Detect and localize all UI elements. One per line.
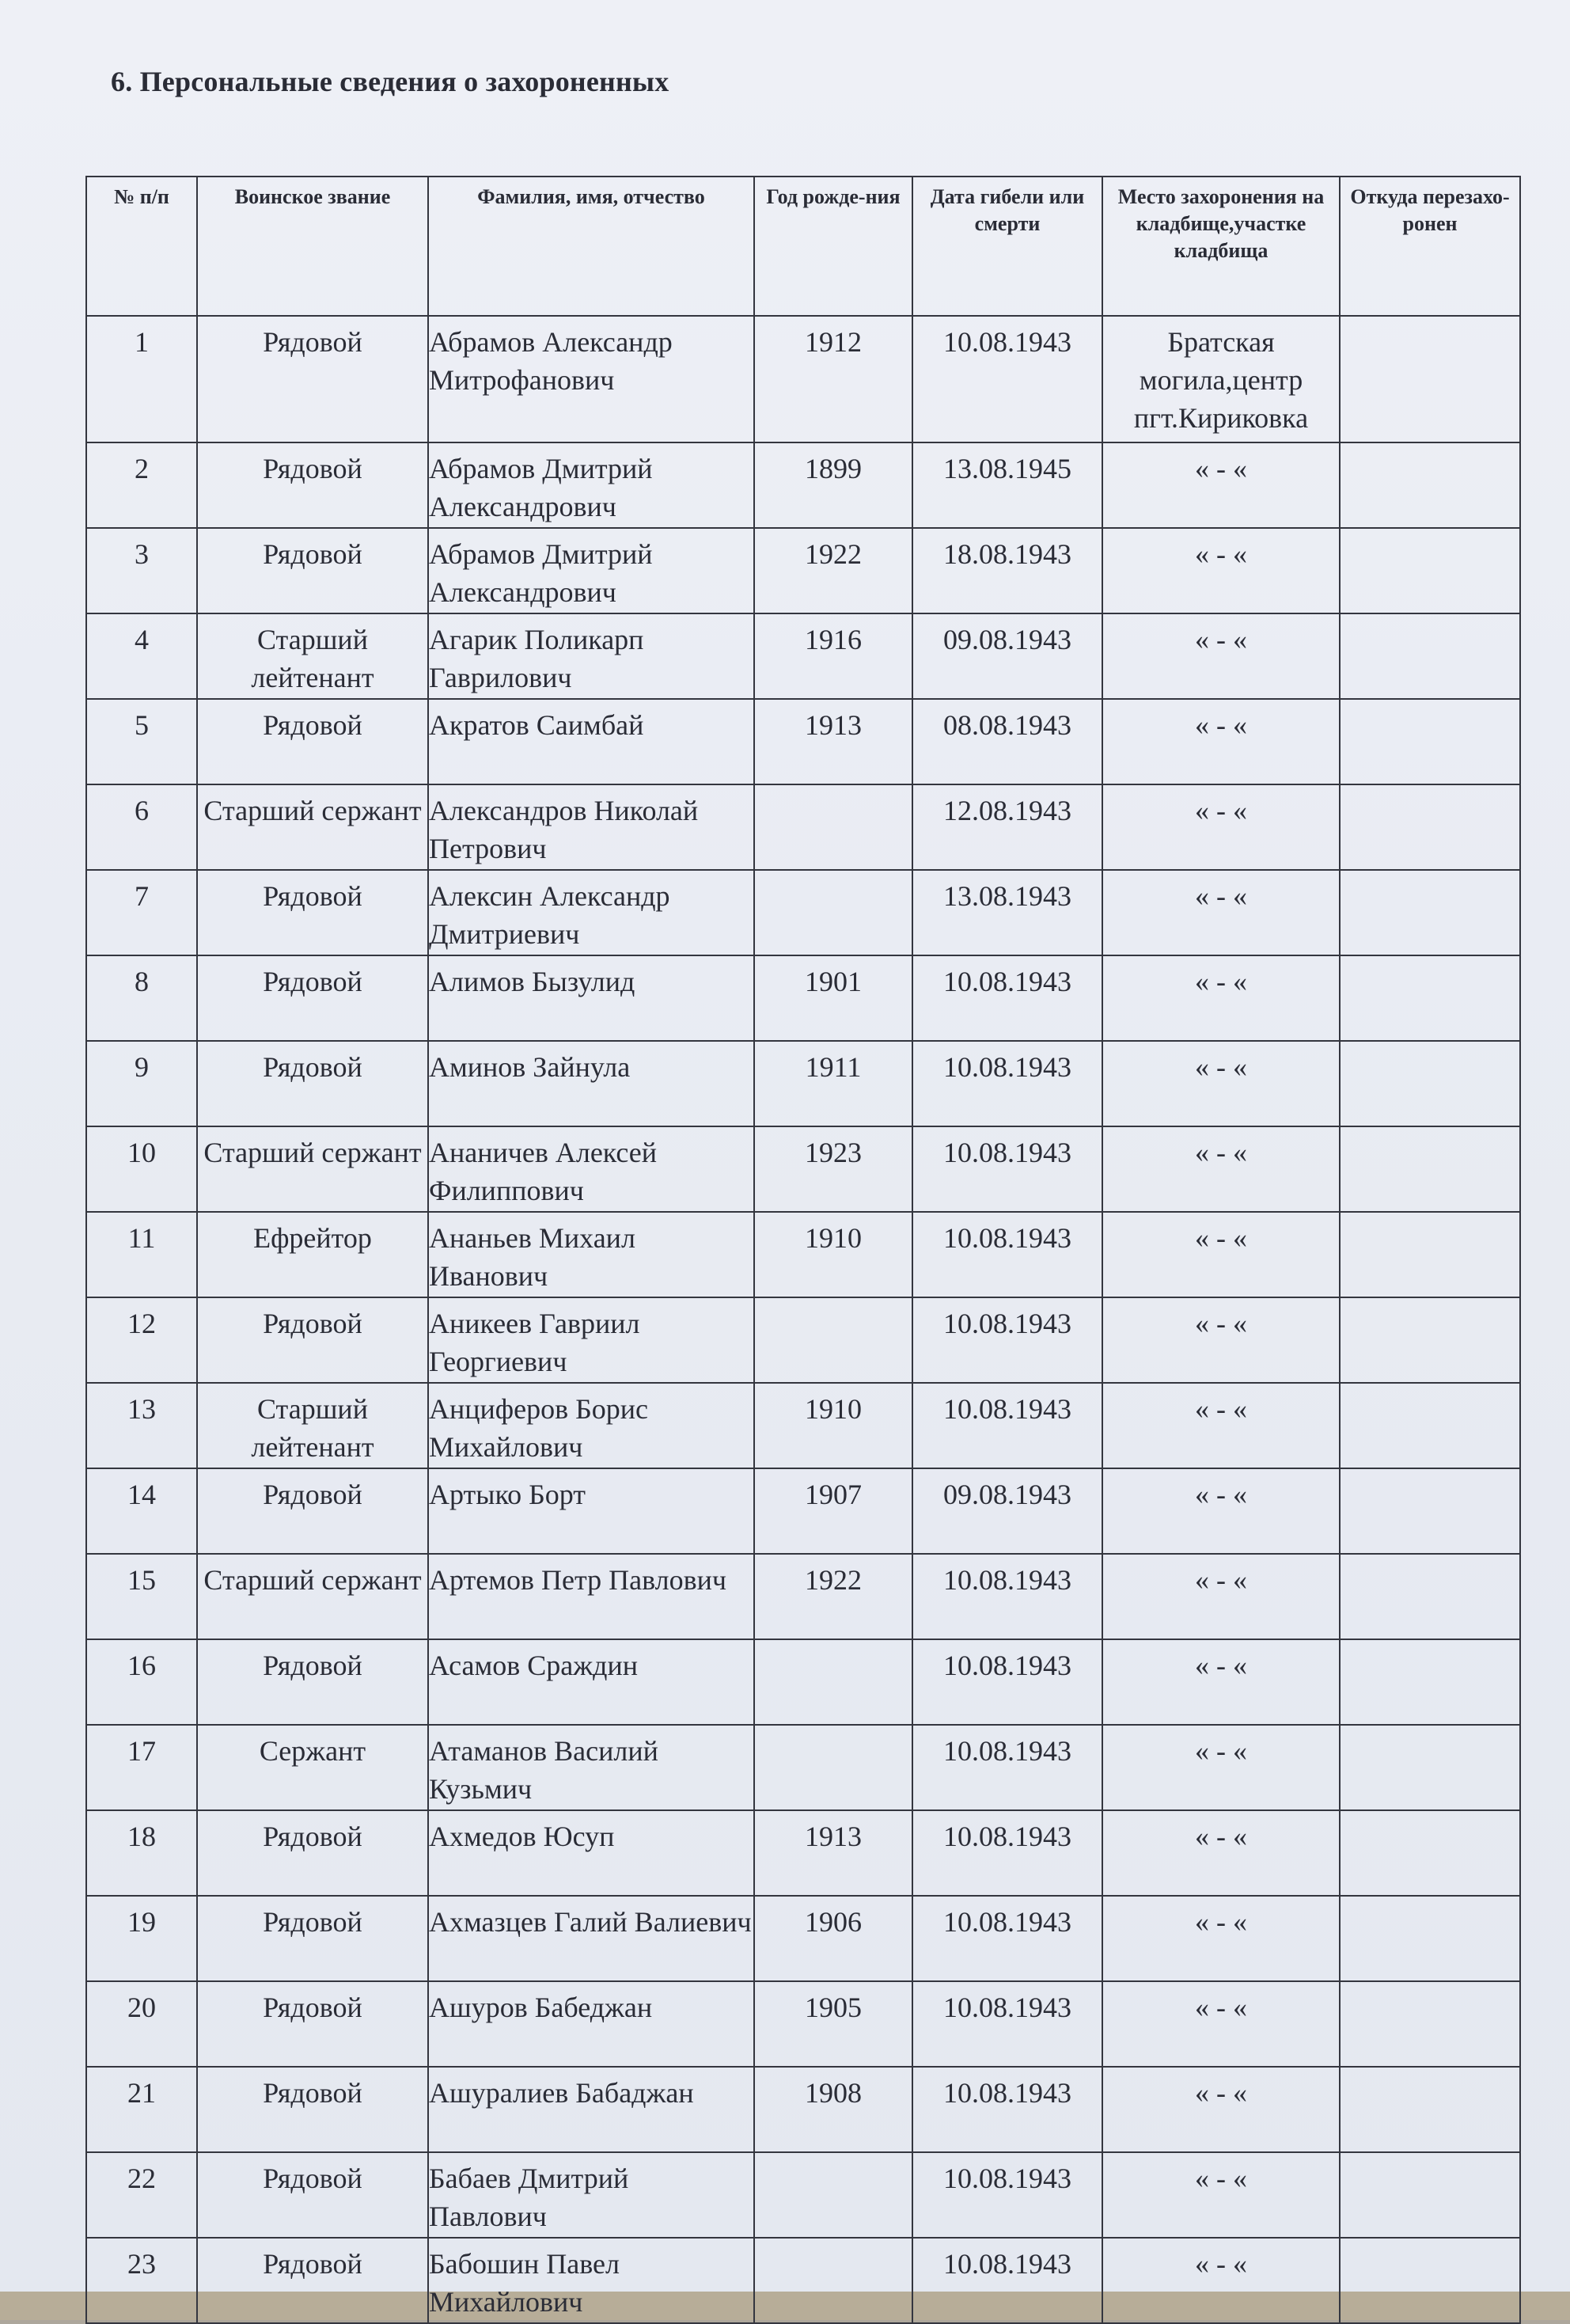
full-name-cell: Артемов Петр Павлович — [428, 1554, 754, 1639]
death-date-cell: 10.08.1943 — [912, 2238, 1102, 2323]
burial-place-cell: « - « — [1102, 442, 1340, 528]
col-header-number: № п/п — [86, 177, 197, 316]
row-number-cell: 18 — [86, 1810, 197, 1896]
death-date-cell: 13.08.1943 — [912, 870, 1102, 955]
burial-place-cell: « - « — [1102, 955, 1340, 1041]
death-date-cell: 10.08.1943 — [912, 316, 1102, 442]
full-name-cell: Аминов Зайнула — [428, 1041, 754, 1126]
military-rank-cell: Рядовой — [197, 1468, 428, 1554]
burial-place-cell: « - « — [1102, 784, 1340, 870]
col-header-rank: Воинское звание — [197, 177, 428, 316]
row-number-cell: 22 — [86, 2152, 197, 2238]
table-row — [86, 1383, 1520, 1468]
full-name-cell: Алимов Бызулид — [428, 955, 754, 1041]
reburied-from-cell — [1340, 1212, 1520, 1297]
birth-year-cell: 1899 — [754, 442, 912, 528]
full-name-cell: Ананичев Алексей Филиппович — [428, 1126, 754, 1212]
military-rank-cell: Рядовой — [197, 316, 428, 442]
table-row — [86, 870, 1520, 955]
military-rank-cell: Рядовой — [197, 955, 428, 1041]
military-rank-cell: Рядовой — [197, 1297, 428, 1383]
birth-year-cell: 1905 — [754, 1981, 912, 2067]
row-number-cell: 12 — [86, 1297, 197, 1383]
row-number-cell: 3 — [86, 528, 197, 613]
death-date-cell: 10.08.1943 — [912, 1297, 1102, 1383]
burial-place-cell: « - « — [1102, 1639, 1340, 1725]
military-rank-cell: Старший лейтенант — [197, 1383, 428, 1468]
birth-year-cell: 1906 — [754, 1896, 912, 1981]
birth-year-cell: 1910 — [754, 1212, 912, 1297]
death-date-cell: 10.08.1943 — [912, 2067, 1102, 2152]
full-name-cell: Агарик Поликарп Гаврилович — [428, 613, 754, 699]
birth-year-cell: 1907 — [754, 1468, 912, 1554]
full-name-cell: Ашуралиев Бабаджан — [428, 2067, 754, 2152]
birth-year-cell: 1922 — [754, 1554, 912, 1639]
burial-place-cell: « - « — [1102, 1297, 1340, 1383]
table-row — [86, 316, 1520, 442]
reburied-from-cell — [1340, 1896, 1520, 1981]
table-row — [86, 2238, 1520, 2323]
burial-place-cell: « - « — [1102, 528, 1340, 613]
full-name-cell: Аникеев Гавриил Георгиевич — [428, 1297, 754, 1383]
death-date-cell: 10.08.1943 — [912, 1810, 1102, 1896]
col-header-birth-year: Год рожде-ния — [754, 177, 912, 316]
reburied-from-cell — [1340, 955, 1520, 1041]
military-rank-cell: Старший лейтенант — [197, 613, 428, 699]
table-row — [86, 1126, 1520, 1212]
reburied-from-cell — [1340, 1383, 1520, 1468]
burial-place-cell: « - « — [1102, 1212, 1340, 1297]
row-number-cell: 10 — [86, 1126, 197, 1212]
col-header-name: Фамилия, имя, отчество — [428, 177, 754, 316]
full-name-cell: Ананьев Михаил Иванович — [428, 1212, 754, 1297]
burial-place-cell: « - « — [1102, 2238, 1340, 2323]
full-name-cell: Абрамов Александр Митрофанович — [428, 316, 754, 442]
table-row — [86, 528, 1520, 613]
burial-place-cell: « - « — [1102, 1981, 1340, 2067]
birth-year-cell — [754, 784, 912, 870]
table-row — [86, 1468, 1520, 1554]
military-rank-cell: Рядовой — [197, 1981, 428, 2067]
row-number-cell: 13 — [86, 1383, 197, 1468]
death-date-cell: 10.08.1943 — [912, 1041, 1102, 1126]
row-number-cell: 1 — [86, 316, 197, 442]
birth-year-cell: 1922 — [754, 528, 912, 613]
table-header-row — [86, 177, 1520, 316]
row-number-cell: 19 — [86, 1896, 197, 1981]
birth-year-cell — [754, 1297, 912, 1383]
death-date-cell: 10.08.1943 — [912, 1212, 1102, 1297]
reburied-from-cell — [1340, 1297, 1520, 1383]
table-row — [86, 1041, 1520, 1126]
military-rank-cell: Рядовой — [197, 1896, 428, 1981]
table-row — [86, 442, 1520, 528]
row-number-cell: 2 — [86, 442, 197, 528]
burial-place-cell: « - « — [1102, 699, 1340, 784]
reburied-from-cell — [1340, 1126, 1520, 1212]
military-rank-cell: Рядовой — [197, 699, 428, 784]
death-date-cell: 10.08.1943 — [912, 955, 1102, 1041]
row-number-cell: 21 — [86, 2067, 197, 2152]
birth-year-cell: 1908 — [754, 2067, 912, 2152]
military-rank-cell: Рядовой — [197, 1639, 428, 1725]
burial-place-cell: « - « — [1102, 1554, 1340, 1639]
military-rank-cell: Рядовой — [197, 1041, 428, 1126]
table-row — [86, 1725, 1520, 1810]
birth-year-cell: 1911 — [754, 1041, 912, 1126]
military-rank-cell: Рядовой — [197, 528, 428, 613]
military-rank-cell: Рядовой — [197, 1810, 428, 1896]
full-name-cell: Абрамов Дмитрий Александрович — [428, 442, 754, 528]
col-header-reburied-from: Откуда перезахо-ронен — [1340, 177, 1520, 316]
birth-year-cell: 1923 — [754, 1126, 912, 1212]
full-name-cell: Артыко Борт — [428, 1468, 754, 1554]
reburied-from-cell — [1340, 528, 1520, 613]
row-number-cell: 5 — [86, 699, 197, 784]
row-number-cell: 17 — [86, 1725, 197, 1810]
death-date-cell: 10.08.1943 — [912, 1126, 1102, 1212]
death-date-cell: 10.08.1943 — [912, 1639, 1102, 1725]
reburied-from-cell — [1340, 1725, 1520, 1810]
military-rank-cell: Старший сержант — [197, 1126, 428, 1212]
row-number-cell: 7 — [86, 870, 197, 955]
death-date-cell: 18.08.1943 — [912, 528, 1102, 613]
full-name-cell: Александров Николай Петрович — [428, 784, 754, 870]
full-name-cell: Абрамов Дмитрий Александрович — [428, 528, 754, 613]
reburied-from-cell — [1340, 613, 1520, 699]
table-row — [86, 1810, 1520, 1896]
military-rank-cell: Рядовой — [197, 2238, 428, 2323]
birth-year-cell — [754, 1639, 912, 1725]
full-name-cell: Ашуров Бабеджан — [428, 1981, 754, 2067]
military-rank-cell: Сержант — [197, 1725, 428, 1810]
reburied-from-cell — [1340, 442, 1520, 528]
row-number-cell: 16 — [86, 1639, 197, 1725]
row-number-cell: 6 — [86, 784, 197, 870]
full-name-cell: Бабаев Дмитрий Павлович — [428, 2152, 754, 2238]
table-row — [86, 613, 1520, 699]
military-rank-cell: Старший сержант — [197, 1554, 428, 1639]
burial-place-cell: « - « — [1102, 2152, 1340, 2238]
reburied-from-cell — [1340, 1810, 1520, 1896]
table-row — [86, 1981, 1520, 2067]
burial-place-cell: « - « — [1102, 2067, 1340, 2152]
full-name-cell: Асамов Сраждин — [428, 1639, 754, 1725]
full-name-cell: Ахмедов Юсуп — [428, 1810, 754, 1896]
reburied-from-cell — [1340, 1041, 1520, 1126]
table-row — [86, 1212, 1520, 1297]
burial-place-cell: « - « — [1102, 1041, 1340, 1126]
death-date-cell: 12.08.1943 — [912, 784, 1102, 870]
col-header-burial-place: Место захоронения на кладбище,участке кладбища — [1102, 177, 1340, 316]
death-date-cell: 10.08.1943 — [912, 1383, 1102, 1468]
burial-place-cell: « - « — [1102, 1896, 1340, 1981]
reburied-from-cell — [1340, 2152, 1520, 2238]
death-date-cell: 09.08.1943 — [912, 613, 1102, 699]
row-number-cell: 20 — [86, 1981, 197, 2067]
reburied-from-cell — [1340, 699, 1520, 784]
death-date-cell: 10.08.1943 — [912, 2152, 1102, 2238]
reburied-from-cell — [1340, 316, 1520, 442]
row-number-cell: 11 — [86, 1212, 197, 1297]
row-number-cell: 4 — [86, 613, 197, 699]
birth-year-cell: 1912 — [754, 316, 912, 442]
birth-year-cell — [754, 2238, 912, 2323]
full-name-cell: Алексин Александр Дмитриевич — [428, 870, 754, 955]
military-rank-cell: Старший сержант — [197, 784, 428, 870]
reburied-from-cell — [1340, 784, 1520, 870]
birth-year-cell: 1913 — [754, 699, 912, 784]
table-row — [86, 2067, 1520, 2152]
death-date-cell: 10.08.1943 — [912, 1981, 1102, 2067]
reburied-from-cell — [1340, 1981, 1520, 2067]
table-row — [86, 699, 1520, 784]
birth-year-cell — [754, 870, 912, 955]
death-date-cell: 09.08.1943 — [912, 1468, 1102, 1554]
table-body — [86, 316, 1520, 2323]
row-number-cell: 15 — [86, 1554, 197, 1639]
table-row — [86, 1896, 1520, 1981]
reburied-from-cell — [1340, 2067, 1520, 2152]
military-rank-cell: Рядовой — [197, 870, 428, 955]
reburied-from-cell — [1340, 870, 1520, 955]
table-row — [86, 784, 1520, 870]
page-title: 6. Персональные сведения о захороненных — [111, 66, 669, 97]
birth-year-cell: 1913 — [754, 1810, 912, 1896]
full-name-cell: Атаманов Василий Кузьмич — [428, 1725, 754, 1810]
row-number-cell: 9 — [86, 1041, 197, 1126]
burial-place-cell: « - « — [1102, 870, 1340, 955]
military-rank-cell: Рядовой — [197, 2067, 428, 2152]
death-date-cell: 13.08.1945 — [912, 442, 1102, 528]
burial-place-cell: « - « — [1102, 1725, 1340, 1810]
row-number-cell: 8 — [86, 955, 197, 1041]
table-row — [86, 1297, 1520, 1383]
row-number-cell: 23 — [86, 2238, 197, 2323]
death-date-cell: 10.08.1943 — [912, 1554, 1102, 1639]
reburied-from-cell — [1340, 1639, 1520, 1725]
col-header-death-date: Дата гибели или смерти — [912, 177, 1102, 316]
military-rank-cell: Ефрейтор — [197, 1212, 428, 1297]
birth-year-cell — [754, 2152, 912, 2238]
full-name-cell: Ахмазцев Галий Валиевич — [428, 1896, 754, 1981]
table-row — [86, 1639, 1520, 1725]
burial-records-table — [85, 176, 1521, 2324]
reburied-from-cell — [1340, 1468, 1520, 1554]
full-name-cell: Акратов Саимбай — [428, 699, 754, 784]
military-rank-cell: Рядовой — [197, 442, 428, 528]
burial-place-cell: « - « — [1102, 1810, 1340, 1896]
table-row — [86, 2152, 1520, 2238]
reburied-from-cell — [1340, 2238, 1520, 2323]
military-rank-cell: Рядовой — [197, 2152, 428, 2238]
death-date-cell: 10.08.1943 — [912, 1725, 1102, 1810]
table-row — [86, 955, 1520, 1041]
burial-place-cell: « - « — [1102, 1126, 1340, 1212]
death-date-cell: 08.08.1943 — [912, 699, 1102, 784]
row-number-cell: 14 — [86, 1468, 197, 1554]
burial-place-cell: « - « — [1102, 1468, 1340, 1554]
burial-place-cell: « - « — [1102, 1383, 1340, 1468]
birth-year-cell: 1901 — [754, 955, 912, 1041]
birth-year-cell: 1910 — [754, 1383, 912, 1468]
full-name-cell: Анциферов Борис Михайлович — [428, 1383, 754, 1468]
burial-place-cell: « - « — [1102, 613, 1340, 699]
full-name-cell: Бабошин Павел Михайлович — [428, 2238, 754, 2323]
death-date-cell: 10.08.1943 — [912, 1896, 1102, 1981]
birth-year-cell — [754, 1725, 912, 1810]
reburied-from-cell — [1340, 1554, 1520, 1639]
table-row — [86, 1554, 1520, 1639]
burial-place-cell: Братская могила,центр пгт.Кириковка — [1102, 316, 1340, 442]
birth-year-cell: 1916 — [754, 613, 912, 699]
